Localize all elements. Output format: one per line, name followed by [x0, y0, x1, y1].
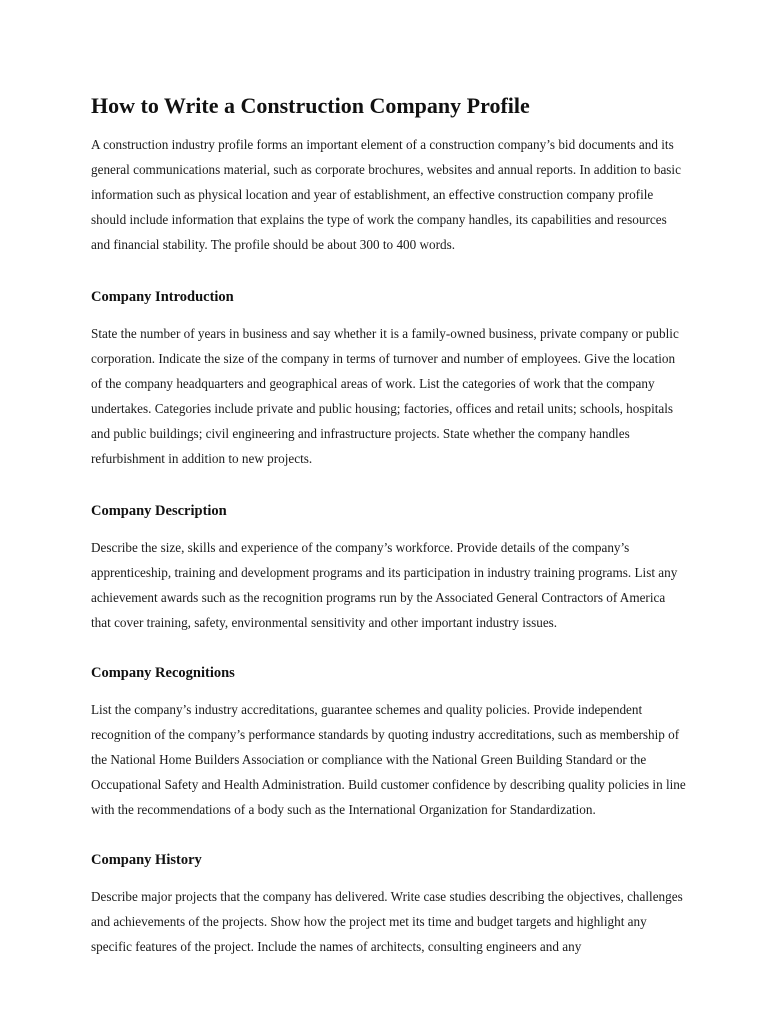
document-page — [91, 92, 691, 978]
section-company-history — [91, 850, 691, 959]
section-heading: Company Description — [91, 503, 227, 519]
section-heading: Company History — [91, 852, 202, 868]
section-body: State the number of years in business and say whether it is a family-owned business, private company or public corporation. Indicate the size of the company in terms of turnover and number of employees. Give the location of the company headquarters and geographical areas of work. List the categories of work that the company undertakes. Categories include private and public housing; factories, offices and retail units; schools, hospitals and public buildings; civil engineering and infrastructure projects. State whether the company handles refurbishment in addition to new projects. — [91, 326, 679, 466]
section-heading: Company Recognitions — [91, 665, 235, 681]
intro-paragraph: A construction industry profile forms an important element of a construction company’s bid documents and its general communications material, such as corporate brochures, websites and annual reports. In addition to basic information such as physical location and year of establishment, an effective construction company profile should include information that explains the type of work the company handles, its capabilities and resources and financial stability. The profile should be about 300 to 400 words. — [91, 137, 681, 252]
section-body: Describe the size, skills and experience of the company’s workforce. Provide details of the company’s apprenticeship, training and development programs and its participation in industry training programs. List any achievement awards such as the recognition programs run by the Associated General Contractors of America that cover training, safety, environmental sensitivity and other important industry issues. — [91, 540, 678, 630]
section-body: Describe major projects that the company has delivered. Write case studies describing the objectives, challenges and achievements of the projects. Show how the project met its time and budget targets and highlight any specific features of the project. Include the names of architects, consulting engineers and any — [91, 889, 683, 954]
document-title: How to Write a Construction Company Profile — [91, 93, 530, 118]
section-body: List the company’s industry accreditations, guarantee schemes and quality policies. Provide independent recognition of the company’s performance standards by quoting industry accreditations, such as membership of the National Home Builders Association or compliance with the National Green Building Standard or the Occupational Safety and Health Administration. Build customer confidence by describing quality policies in line with the recommendations of a body such as the International Organization for Standardization. — [91, 702, 686, 817]
section-company-introduction — [91, 287, 691, 471]
section-heading: Company Introduction — [91, 289, 234, 305]
section-company-recognitions — [91, 663, 691, 822]
section-company-description — [91, 501, 691, 635]
